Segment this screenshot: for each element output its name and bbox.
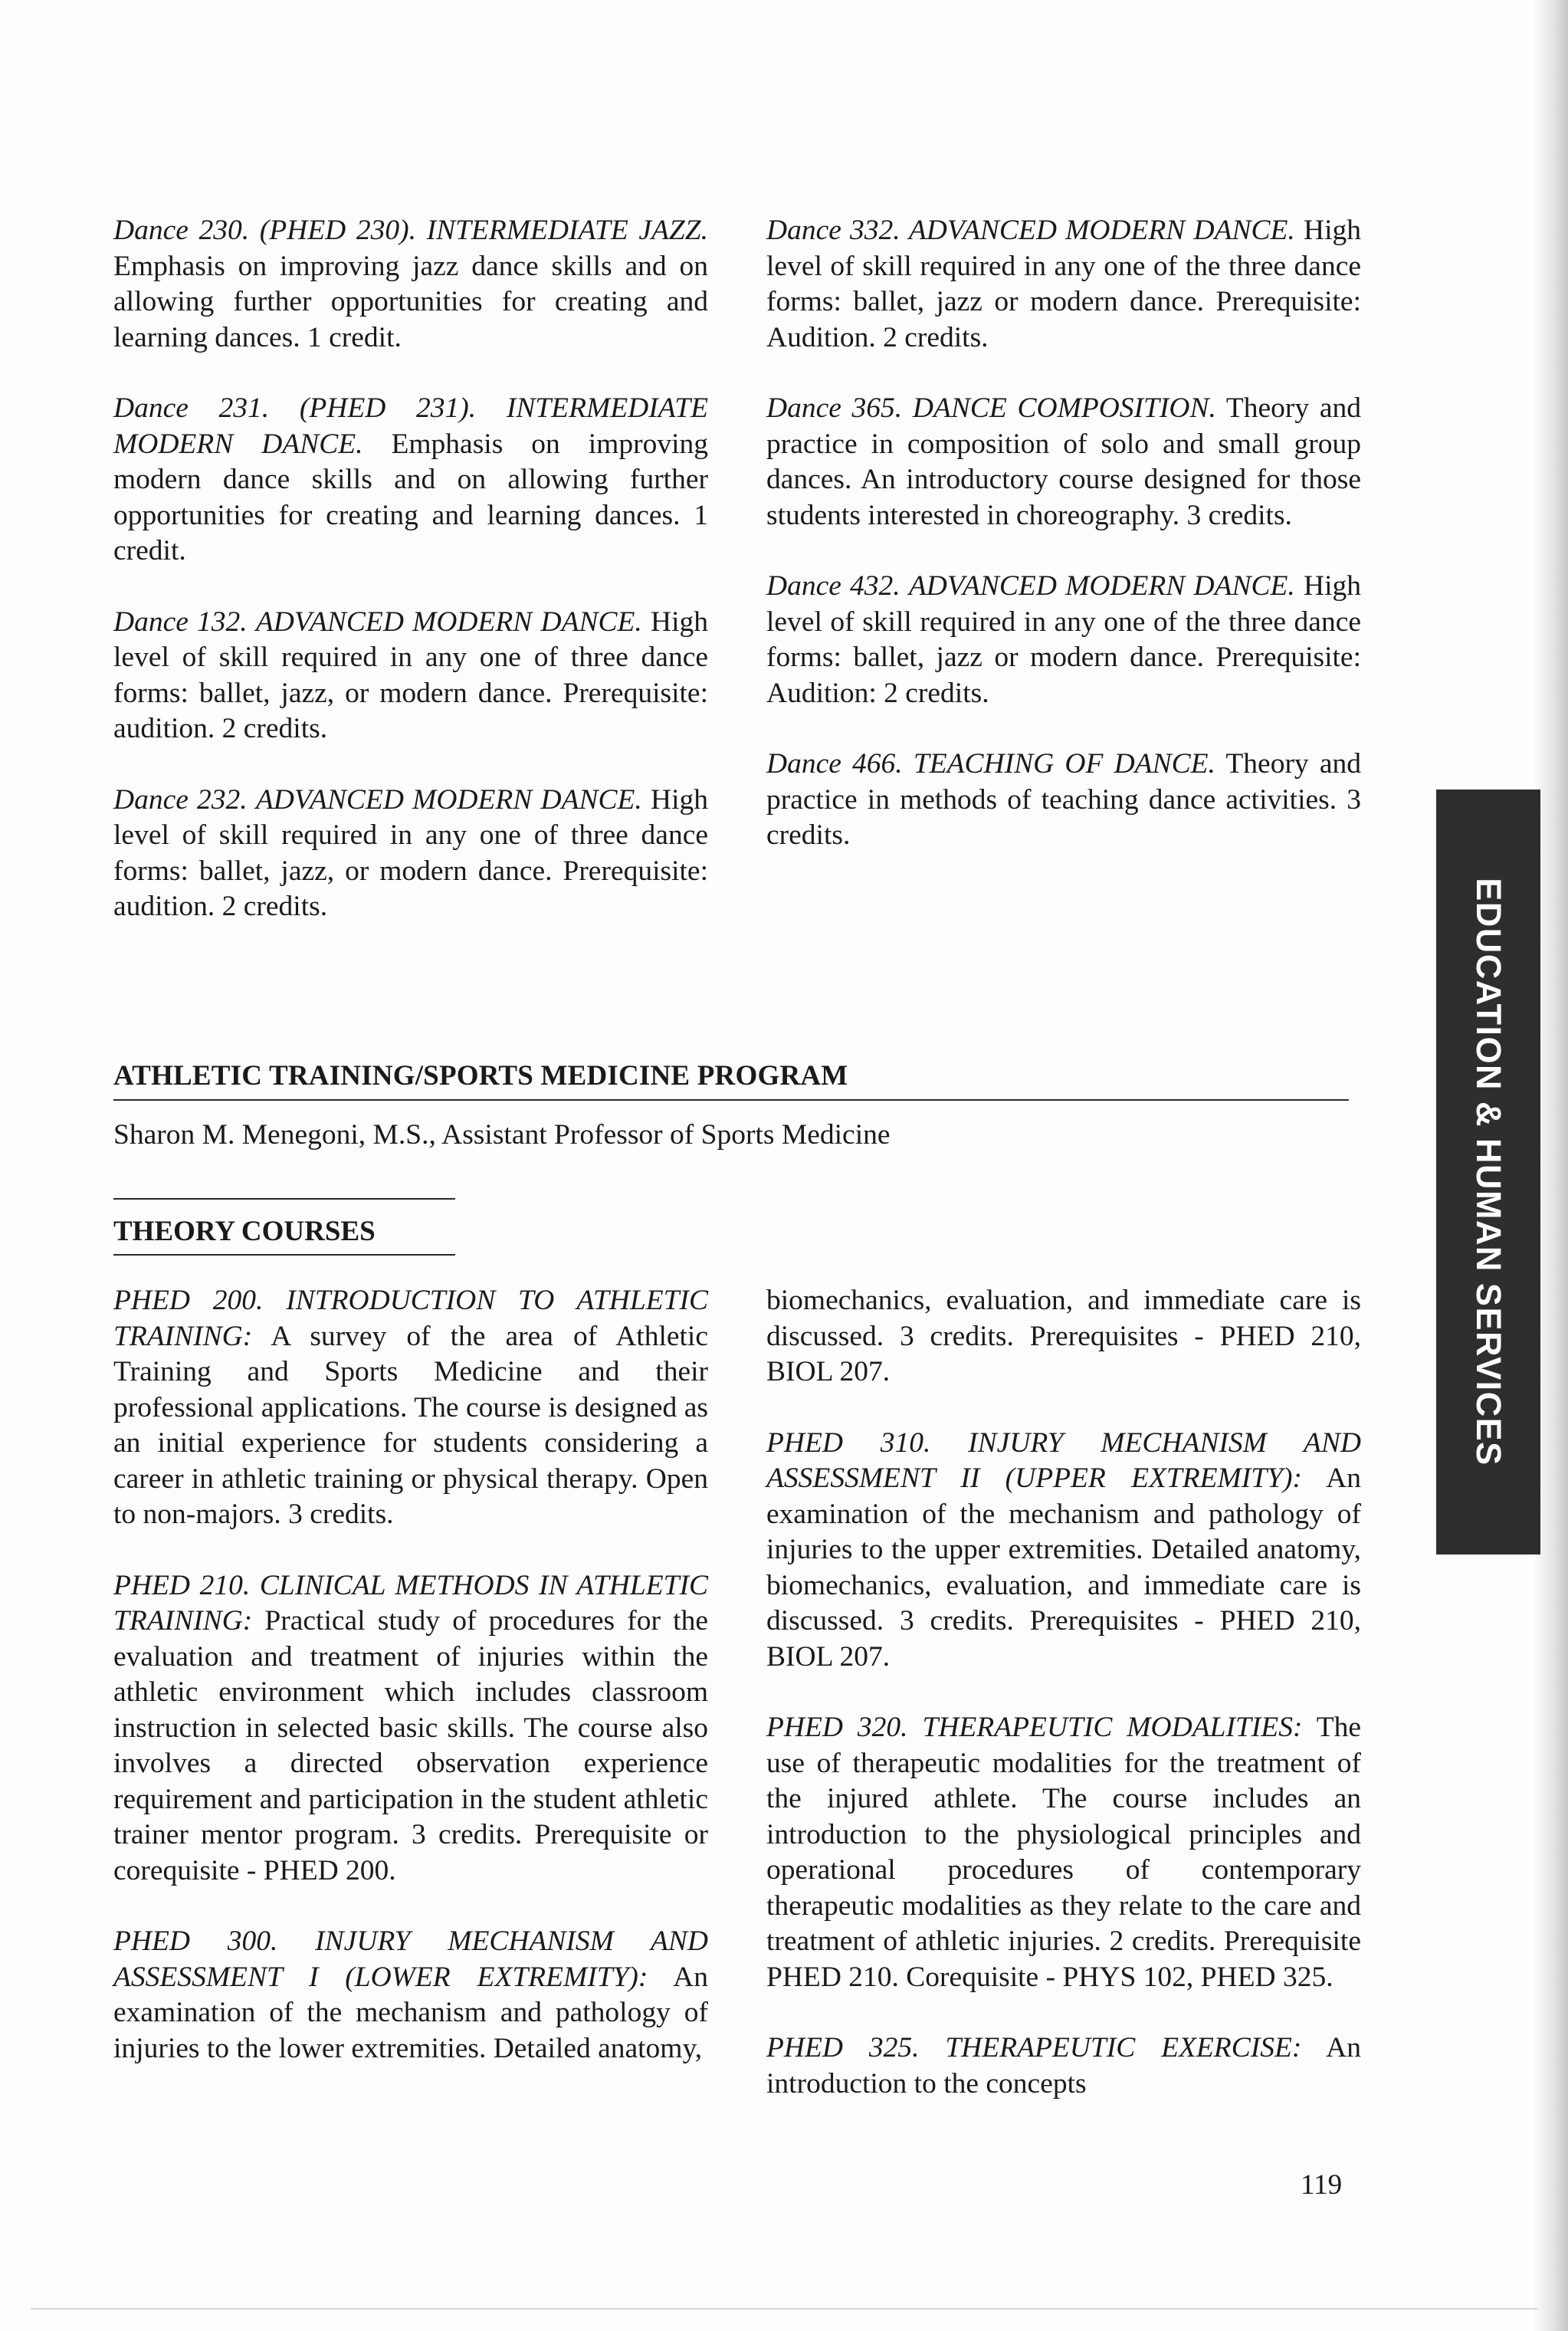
course-entry <box>113 1283 708 1533</box>
course-title: ADVANCED MODERN DANCE. <box>908 570 1295 602</box>
section-thumb-tab-label: EDUCATION & HUMAN SERVICES <box>1469 878 1508 1466</box>
course-description: Theory and practice in composition of solo and small group dances. An introductory course designed for those students interested in choreography. 3 credits. <box>766 392 1361 531</box>
course-continuation <box>766 1283 1361 1390</box>
course-code: Dance 231. (PHED 231). <box>113 392 477 424</box>
course-code: PHED 320. <box>766 1712 908 1743</box>
course-entry <box>766 391 1361 534</box>
course-code: PHED 310. <box>766 1427 931 1459</box>
course-description: High level of skill required in any one of three dance forms: ballet, jazz, or modern dance. Prerequisite: audition. 2 credits. <box>113 606 708 744</box>
course-title: INJURY MECHANISM AND ASSESSMENT I (LOWER EXTREMITY): <box>113 1926 708 1993</box>
course-description: High level of skill required in any one of the three dance forms: ballet, jazz or modern dance. Prerequisite: Audition: 2 credits. <box>766 570 1361 709</box>
course-description: High level of skill required in any one of three dance forms: ballet, jazz, or modern dance. Prerequisite: audition. 2 credits. <box>113 783 708 922</box>
course-description: An examination of the mechanism and pathology of injuries to the upper extremities. Detailed anatomy, biomechanics, evaluation, and immediate care is discussed. 3 credits. Prerequisites - PHED 210, BIOL 207. <box>766 1463 1361 1673</box>
course-code: PHED 210. <box>113 1569 251 1601</box>
course-description: An examination of the mechanism and pathology of injuries to the lower extremities. Detailed anatomy, <box>113 1961 708 2064</box>
page-bottom-rule <box>31 2308 1537 2310</box>
section-thumb-tab <box>1436 790 1540 1555</box>
course-title: ADVANCED MODERN DANCE. <box>255 606 642 638</box>
course-title: THERAPEUTIC EXERCISE: <box>945 2032 1302 2063</box>
course-title: CLINICAL METHODS IN ATHLETIC TRAINING: <box>113 1569 708 1637</box>
course-entry <box>766 2031 1361 2102</box>
course-entry <box>113 213 708 356</box>
course-description: Practical study of procedures for the evaluation and treatment of injuries within the athletic environment which includes classroom instruction in selected basic skills. The course also involves a directed observation experience requirement and participation in the student athletic trainer mentor program. 3 credits. Prerequisite or corequisite - PHED 200. <box>113 1605 708 1886</box>
course-title: ADVANCED MODERN DANCE. <box>255 783 642 816</box>
course-entry <box>766 213 1361 356</box>
course-code: PHED 300. <box>113 1926 278 1957</box>
course-title: TEACHING OF DANCE. <box>913 748 1215 780</box>
theory-courses-right-column <box>766 1283 1361 2102</box>
theory-courses-heading: THEORY COURSES <box>113 1216 376 1247</box>
course-description: High level of skill required in any one of the three dance forms: ballet, jazz or modern dance. Prerequisite: Audition. 2 credits. <box>766 215 1361 353</box>
course-entry <box>113 1568 708 1889</box>
course-code: Dance 432. <box>766 570 900 602</box>
course-description: A survey of the area of Athletic Training and Sports Medicine and their professional applications. The course is designed as an initial experience for students considering a career in athletic training or physical therapy. Open to non-majors. 3 credits. <box>113 1320 708 1530</box>
course-title: ADVANCED MODERN DANCE. <box>908 215 1295 246</box>
course-description: An introduction to the concepts <box>766 2032 1362 2100</box>
course-entry <box>766 1710 1361 1995</box>
course-entry <box>766 569 1361 711</box>
course-description: Emphasis on improving modern dance skills and on allowing further opportunities for creating and learning dances. 1 credit. <box>113 428 708 566</box>
course-code: Dance 230. (PHED 230). <box>113 215 416 246</box>
faculty-line: Sharon M. Menegoni, M.S., Assistant Professor of Sports Medicine <box>113 1119 891 1151</box>
course-entry <box>113 391 708 570</box>
theory-courses-left-column <box>113 1283 708 2067</box>
course-description: biomechanics, evaluation, and immediate care is discussed. 3 credits. Prerequisites - PHED 210, BIOL 207. <box>766 1285 1361 1387</box>
program-heading: ATHLETIC TRAINING/SPORTS MEDICINE PROGRAM <box>113 1060 848 1092</box>
course-code: Dance 466. <box>766 748 903 780</box>
course-entry <box>766 1426 1361 1676</box>
course-entry <box>766 747 1361 854</box>
course-description: Theory and practice in methods of teaching dance activities. 3 credits. <box>766 748 1362 851</box>
dance-courses-right-column <box>766 213 1361 854</box>
course-code: PHED 200. <box>113 1285 264 1316</box>
course-title: THERAPEUTIC MODALITIES: <box>922 1712 1303 1743</box>
course-entry <box>113 1924 708 2067</box>
course-code: Dance 332. <box>766 215 900 246</box>
dance-courses-left-column <box>113 213 708 925</box>
course-description: Emphasis on improving jazz dance skills and on allowing further opportunities for creating and learning dances. 1 credit. <box>113 250 708 353</box>
course-title: INTRODUCTION TO ATHLETIC TRAINING: <box>113 1285 708 1352</box>
theory-heading-rule-bottom <box>113 1254 455 1256</box>
course-code: Dance 132. <box>113 606 248 638</box>
course-description: The use of therapeutic modalities for the treatment of the injured athlete. The course includes an introduction to the physiological principles and operational procedures of contemporary therapeutic modalities as they relate to the care and treatment of athletic injuries. 2 credits. Prerequisite PHED 210. Corequisite - PHYS 102, PHED 325. <box>766 1712 1362 1993</box>
program-heading-rule <box>113 1099 1349 1101</box>
course-title: INTERMEDIATE JAZZ. <box>426 215 708 246</box>
theory-heading-rule-top <box>113 1198 455 1200</box>
course-title: INJURY MECHANISM AND ASSESSMENT II (UPPER EXTREMITY): <box>766 1427 1361 1494</box>
page-number: 119 <box>1301 2169 1343 2201</box>
course-code: Dance 232. <box>113 783 248 816</box>
course-entry <box>113 783 708 925</box>
course-title: INTERMEDIATE MODERN DANCE. <box>113 392 708 460</box>
course-entry <box>113 605 708 747</box>
course-title: DANCE COMPOSITION. <box>912 392 1216 424</box>
course-code: Dance 365. <box>766 392 903 424</box>
course-code: PHED 325. <box>766 2032 920 2063</box>
page-edge-shadow <box>1533 0 1568 2331</box>
